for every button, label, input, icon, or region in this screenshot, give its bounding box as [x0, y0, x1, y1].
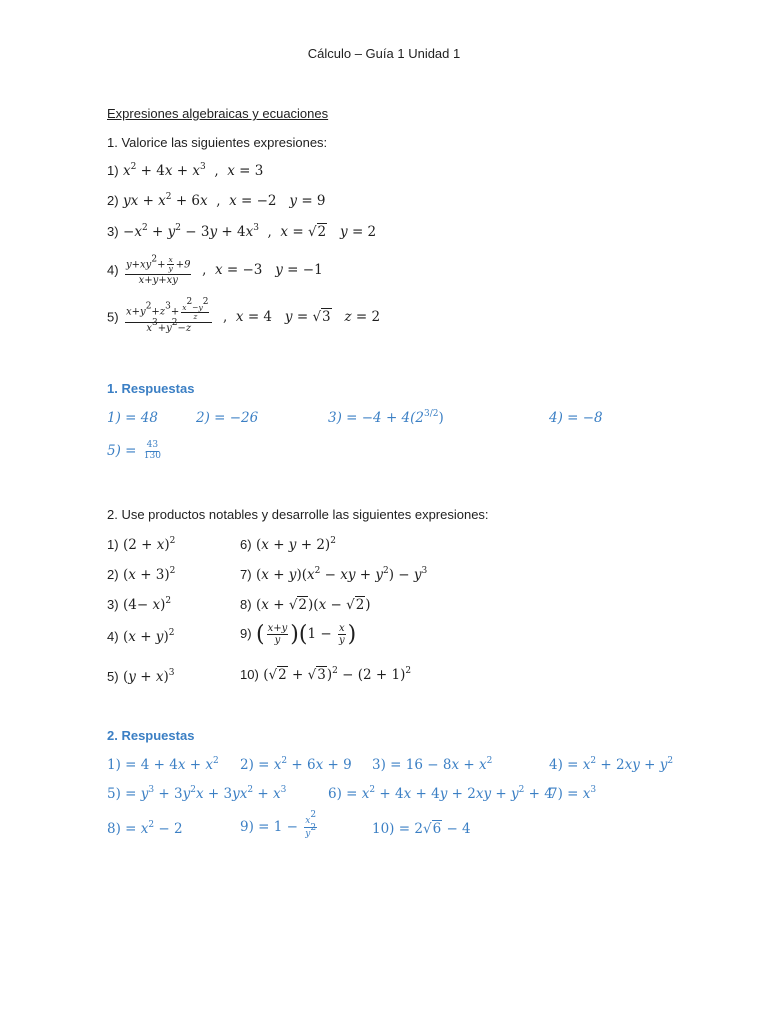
expression: $(x + y + 2)^2$ [256, 536, 336, 553]
item-label: 5) [107, 669, 119, 684]
part2-answer-7: $7) = x^3$ [549, 785, 597, 802]
expression: $(4- x)^2$ [123, 596, 172, 613]
part2-item-10 [240, 666, 411, 684]
answer-label: 6) = [328, 786, 358, 802]
part2-answer-10: 10) = 2√6 − 4 [372, 821, 471, 837]
part1-answer-4: 4) = −8 [549, 410, 603, 426]
part2-answer-2: $2) = x^2 + 6x + 9$ [240, 756, 352, 773]
part1-answer-1: 1) = 48 [107, 410, 158, 426]
part1-answers-heading: 1. Respuestas [107, 381, 195, 396]
part2-answer-6: $6) = x^2 + 4x + 4y + 2xy + y^2 + 4$ [328, 785, 553, 802]
expression: $(x + 3)^2$ [123, 566, 176, 583]
expression: $(x + y)^2$ [123, 628, 175, 645]
part2-answer-5: $5) = y^3 + 3y^2x + 3yx^2 + x^3$ [107, 785, 287, 802]
part1-answer-3: $3) = -4 + 4(2^{3/2})$ [328, 409, 444, 426]
expression: $y+xy^2+$ $\frac{x}{y}$ +9 x+y+xy , x = −3 y = −1 [126, 254, 323, 286]
answer-label: 5) = [107, 786, 137, 802]
part1-item-3 [107, 223, 376, 241]
item-label: 10) [240, 667, 259, 682]
part2-item-7 [240, 566, 427, 584]
item-label: 3) [107, 224, 119, 239]
expression: (x + √2)(x − √2) [256, 597, 371, 613]
section-heading: Expresiones algebraicas y ecuaciones [107, 106, 329, 121]
part2-answers-heading: 2. Respuestas [107, 728, 195, 743]
answer-label: 7) = [549, 786, 579, 802]
expression: $(x + y)(x^2$ − xy + $y^2) - y^3$ [256, 566, 428, 583]
expression: $-x^2 + y^2 - 3y + 4x^3$ , x = √2 y = 2 [123, 223, 377, 240]
expression: $(y + x)^3$ [123, 668, 175, 685]
part2-answer-4: $4) = x^2 + 2xy + y^2$ [549, 756, 674, 773]
item-label: 5) [107, 309, 119, 325]
item-label: 2) [107, 193, 119, 208]
item-label: 1) [107, 537, 119, 552]
part2-answer-1: $1) = 4 + 4x + x^2$ [107, 756, 219, 773]
answer-label: 1) = [107, 757, 137, 773]
part1-item-2 [107, 192, 326, 210]
part1-item-5 [107, 297, 381, 334]
expression: $(2 + x)^2$ [123, 536, 176, 553]
item-label: 7) [240, 567, 252, 582]
part1-heading: 1. Valorice las siguientes expresiones: [107, 135, 328, 150]
item-label: 8) [240, 597, 252, 612]
expression: yx + $x^2 + 6x$ , x = −2 y = 9 [123, 192, 326, 209]
part2-item-3 [107, 596, 171, 614]
part2-answer-8: $8) = x^2 - 2$ [107, 820, 183, 837]
answer-label: 10) = [372, 821, 411, 837]
answer-label: 3) = [372, 757, 402, 773]
answer-label: 8) = [107, 821, 137, 837]
item-label: 4) [107, 262, 119, 278]
part1-answer-5: 5) = $\frac{43}{130}$ [107, 440, 161, 461]
expression: $x+y^2+z^3+$ $\frac{x^2-y^2}{z}$ $x^3+y^2-z$ , x = 4 y = √3 z = 2 [126, 297, 381, 334]
part2-answer-9: 9) = 1 − $\frac{x^2}{y^2}$ [240, 810, 317, 839]
expression: ( $\frac{x+y}{y}$ )(1 − $\frac{x}{y}$ ) [256, 622, 357, 647]
answer-label: 9) = [240, 818, 270, 835]
expression: $x^2 + 4x + x^3$ , x = 3 [123, 162, 264, 179]
item-label: 9) [240, 626, 252, 641]
part2-item-6 [240, 536, 336, 554]
part1-item-1 [107, 162, 263, 180]
answer-text: 5) = [107, 442, 137, 459]
part2-item-2 [107, 566, 175, 584]
part2-item-9 [240, 622, 356, 647]
answer-text: 3) = −4 + 4(2 [328, 410, 424, 426]
part2-item-1 [107, 536, 175, 554]
part2-item-4 [107, 628, 174, 646]
item-label: 6) [240, 537, 252, 552]
expression: $(√2 + √3)^2 - (2 + 1)^2$ [263, 666, 412, 683]
answer-label: 2) = [240, 757, 270, 773]
part2-heading: 2. Use productos notables y desarrolle las siguientes expresiones: [107, 507, 489, 522]
part1-item-4 [107, 256, 323, 286]
part1-answer-2: 2) = −26 [196, 410, 259, 426]
part2-item-5 [107, 668, 174, 686]
part2-item-8 [240, 596, 371, 614]
part2-answer-3: $3) = 16 - 8x + x^2$ [372, 756, 493, 773]
item-label: 3) [107, 597, 119, 612]
page-title: Cálculo – Guía 1 Unidad 1 [307, 46, 461, 61]
answer-label: 4) = [549, 757, 579, 773]
item-label: 4) [107, 629, 119, 644]
item-label: 1) [107, 163, 119, 178]
item-label: 2) [107, 567, 119, 582]
